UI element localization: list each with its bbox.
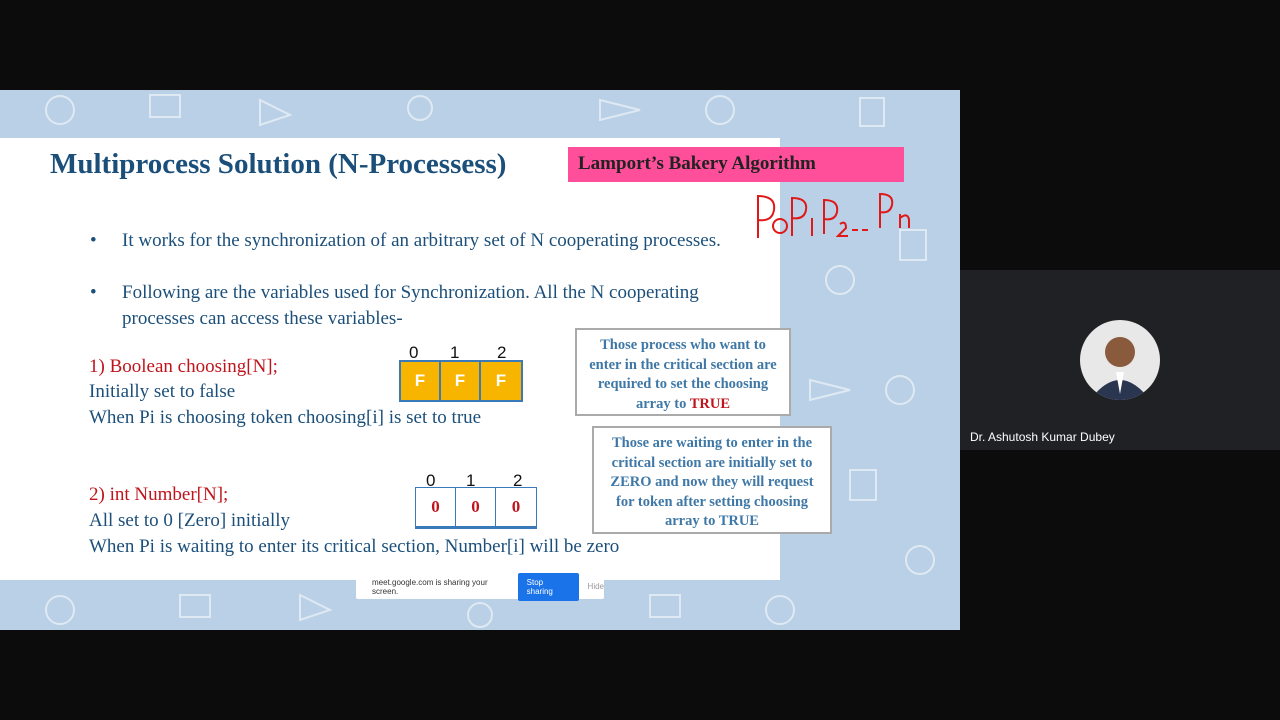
- array-cell: F: [401, 362, 441, 400]
- stop-sharing-button[interactable]: Stop sharing: [518, 573, 579, 601]
- array-index: 2: [513, 471, 523, 490]
- number-declaration: 2) int Number[N];: [89, 484, 229, 505]
- choosing-desc-text: When Pi is choosing token choosing[i] is set to true: [89, 407, 482, 428]
- hide-button[interactable]: Hide: [587, 582, 604, 591]
- screen-share-bar: [356, 574, 604, 599]
- avatar: [1080, 320, 1160, 400]
- note-emphasis: TRUE: [689, 395, 730, 412]
- bullet-item: • Following are the variables used for Synchronization. All the N cooperating processes can access these variables-: [90, 280, 730, 332]
- share-message: meet.google.com is sharing your screen.: [372, 577, 488, 596]
- choosing-note-box: [575, 328, 791, 416]
- participant-tile: [960, 270, 1280, 450]
- choosing-array: [399, 360, 523, 402]
- bullet-item: • It works for the synchronization of an arbitrary set of N cooperating processes.: [90, 228, 730, 254]
- array-cell: F: [481, 362, 521, 400]
- number-desc-text: When Pi is waiting to enter its critical section, Number[i] will be zero: [89, 536, 620, 557]
- array-cell: 0: [511, 497, 521, 516]
- number-note-box: Those are waiting to enter in the critical section are initially set to ZERO and now they will request for token after setting choosing array to TRUE: [592, 426, 832, 534]
- note-text: Those process who want to enter in the critical section are required to set the choosing array to: [589, 337, 777, 412]
- choosing-init-text: Initially set to false: [89, 381, 236, 402]
- number-init-text: All set to 0 [Zero] initially: [89, 510, 291, 531]
- array-cell: 0: [416, 488, 456, 526]
- number-array: [415, 487, 537, 529]
- array-index: 1: [466, 471, 476, 490]
- slide-title: Multiprocess Solution (N-Processess): [50, 148, 507, 180]
- participant-name: Dr. Ashutosh Kumar Dubey: [970, 430, 1115, 444]
- array-index: 0: [409, 343, 419, 362]
- array-cell: F: [441, 362, 481, 400]
- array-index: 0: [426, 471, 436, 490]
- choosing-declaration: 1) Boolean choosing[N];: [89, 356, 278, 377]
- handwritten-annotation: [750, 188, 930, 243]
- array-index: 1: [450, 343, 460, 362]
- array-index: 2: [497, 343, 507, 362]
- array-cell: 0: [456, 488, 496, 526]
- algorithm-badge: Lamport’s Bakery Algorithm: [568, 147, 904, 182]
